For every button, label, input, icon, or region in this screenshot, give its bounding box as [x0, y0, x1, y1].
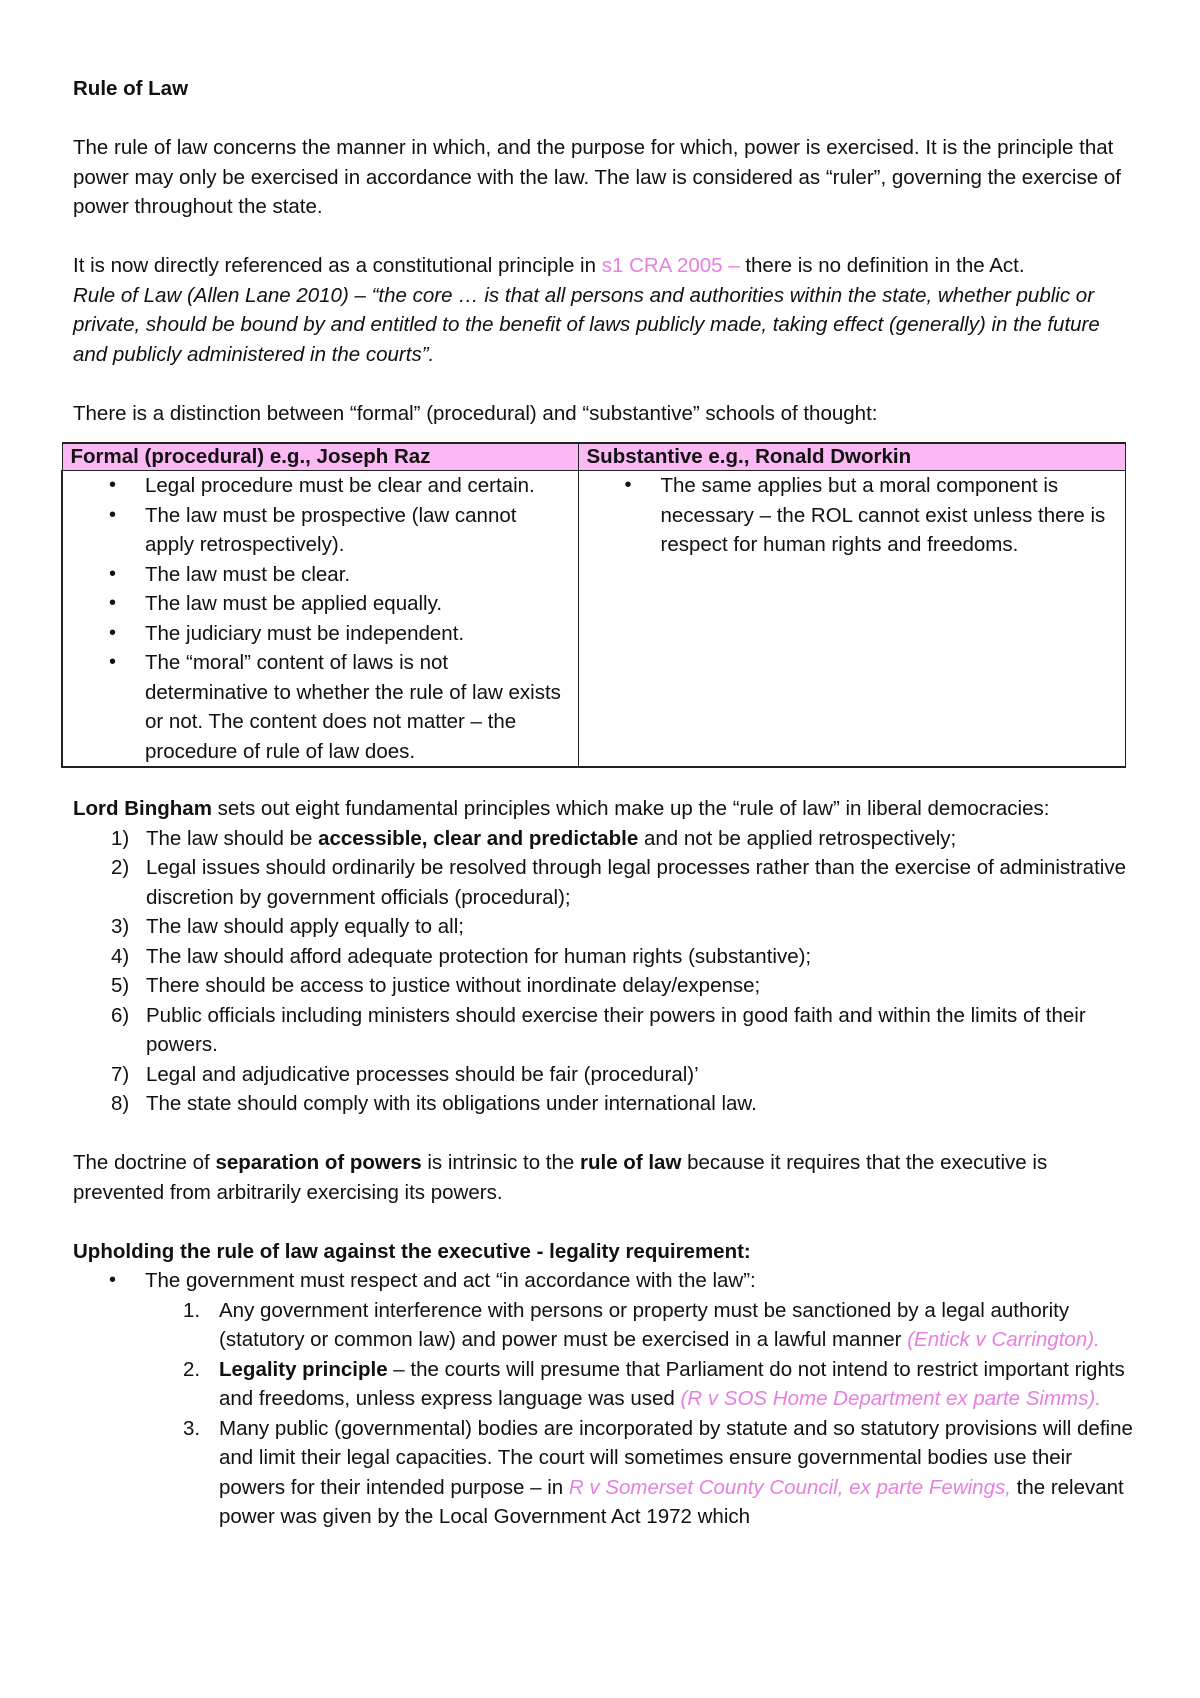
list-item: • The law must be applied equally. [71, 589, 570, 619]
item-bold: Legality principle [219, 1357, 388, 1381]
list-number: 4) [111, 944, 130, 968]
substantive-list [587, 471, 1118, 560]
bingham-intro [73, 794, 1138, 824]
list-item [73, 1089, 1138, 1119]
case-citation: (R v SOS Home Department ex parte Simms). [680, 1387, 1101, 1410]
principle-bold: accessible, clear and predictable [318, 826, 639, 850]
list-item: • The “moral” content of laws is not determinative to whether the rule of law exists or not. The content does not matter – the procedure of rule of law does. [71, 648, 570, 766]
list-item: • The judiciary must be independent. [71, 619, 570, 649]
principle-text: and not be applied retrospectively; [638, 826, 957, 850]
intro-paragraph: The rule of law concerns the manner in which, and the purpose for which, power is exercised. It is the principle that power may only be exercised in accordance with the law. The law is considered as “ruler”, governing the exercise of power throughout the state. [73, 136, 1121, 218]
list-item [73, 1355, 1138, 1414]
list-number: 3) [111, 915, 130, 938]
list-number: 3. [183, 1416, 201, 1440]
case-citation: R v Somerset County Council, ex parte Fewings, [568, 1475, 1011, 1499]
item-text: Many public (governmental) bodies are incorporated by statute and so statutory provisions will define and limit their legal capacities. The court will sometimes ensure governmental bodies use their powers for their intended purpose – in [219, 1416, 1133, 1499]
list-item: • Legal procedure must be clear and certain. [71, 471, 570, 501]
list-item: • The government must respect and act “in accordance with the law”: [73, 1266, 1138, 1296]
list-number: 5) [111, 974, 130, 997]
list-item [73, 824, 1138, 854]
list-item: • The same applies but a moral component is necessary – the ROL cannot exist unless there is respect for human rights and freedoms. [587, 471, 1118, 560]
table-header-row [62, 443, 1126, 471]
list-number: 2) [111, 856, 130, 879]
case-citation: (Entick v Carrington). [907, 1328, 1100, 1351]
principle-text: The state should comply with its obligations under international law. [146, 1092, 757, 1115]
item-text: the relevant power was given by the Local Government Act 1972 which [219, 1475, 1124, 1528]
list-item [73, 1414, 1138, 1532]
item-text: Any government interference with persons or property must be sanctioned by a legal authority (statutory or common law) and power must be exercised in a lawful manner [219, 1298, 1070, 1351]
document-page [70, 74, 1138, 1532]
list-item [73, 853, 1138, 912]
separation-paragraph [73, 1148, 1138, 1207]
formal-list [71, 471, 570, 766]
comparison-table [61, 442, 1126, 768]
cra-text-after: there is no definition in the Act. [739, 254, 1025, 277]
list-item [73, 1060, 1138, 1090]
list-item [73, 942, 1138, 972]
principle-text: The law should afford adequate protection for human rights (substantive); [146, 944, 812, 968]
separation-text: is intrinsic to the [421, 1151, 581, 1174]
principle-text: Legal issues should ordinarily be resolved through legal processes rather than the exercise of administrative discretion by government officials (procedural); [146, 856, 1126, 909]
formal-cell [62, 471, 578, 768]
list-number: 8) [111, 1092, 130, 1115]
distinction-paragraph: There is a distinction between “formal” (procedural) and “substantive” schools of thought: [73, 401, 878, 425]
list-item [73, 1001, 1138, 1060]
principle-text: The law should be [146, 826, 319, 850]
cra-text: It is now directly referenced as a constitutional principle in [73, 254, 602, 277]
separation-text: The doctrine of [73, 1151, 216, 1174]
separation-text: because it requires that the executive is prevented from arbitrarily exercising its powers. [73, 1151, 1048, 1204]
bingham-intro-text: sets out eight fundamental principles which make up the “rule of law” in liberal democracies: [211, 797, 1050, 820]
upholding-list [73, 1266, 1138, 1296]
bingham-principles-list [73, 824, 1138, 1119]
principle-text: Legal and adjudicative processes should be fair (procedural)’ [146, 1062, 699, 1086]
principle-text: Public officials including ministers should exercise their powers in good faith and within the limits of their powers. [146, 1003, 1086, 1056]
list-item: • The law must be clear. [71, 560, 570, 590]
cra-paragraph [73, 251, 1138, 281]
list-item: • The law must be prospective (law cannot apply retrospectively). [71, 501, 570, 560]
list-number: 6) [111, 1003, 130, 1027]
upholding-heading: Upholding the rule of law against the executive - legality requirement: [73, 1239, 751, 1263]
cra-reference: s1 CRA 2005 – [601, 254, 740, 277]
separation-bold: separation of powers [215, 1151, 422, 1174]
list-number: 1) [111, 826, 130, 850]
list-item [73, 971, 1138, 1001]
list-number: 1. [183, 1298, 201, 1322]
page-title: Rule of Law [73, 77, 189, 100]
list-item [73, 912, 1138, 942]
principle-text: The law should apply equally to all; [146, 915, 464, 938]
allen-lane-quote: Rule of Law (Allen Lane 2010) – “the core … is that all persons and authorities within the state, whether public or private, should be bound by and entitled to the benefit of laws publicly made, taking effect (generally) in the future and publicly administered in the courts”. [73, 283, 1100, 366]
substantive-cell [578, 471, 1126, 768]
rule-of-law-bold: rule of law [580, 1151, 682, 1174]
list-number: 7) [111, 1062, 130, 1086]
substantive-header: Substantive e.g., Ronald Dworkin [578, 443, 1126, 471]
item-text: – the courts will presume that Parliament do not intend to restrict important rights and freedoms, unless express language was used [219, 1357, 1125, 1410]
legality-sublist [73, 1296, 1138, 1532]
bingham-name: Lord Bingham [73, 797, 212, 820]
principle-text: There should be access to justice without inordinate delay/expense; [146, 974, 761, 997]
table-row [62, 471, 1126, 768]
formal-header: Formal (procedural) e.g., Joseph Raz [62, 443, 578, 471]
list-number: 2. [183, 1357, 201, 1381]
list-item [73, 1296, 1138, 1355]
